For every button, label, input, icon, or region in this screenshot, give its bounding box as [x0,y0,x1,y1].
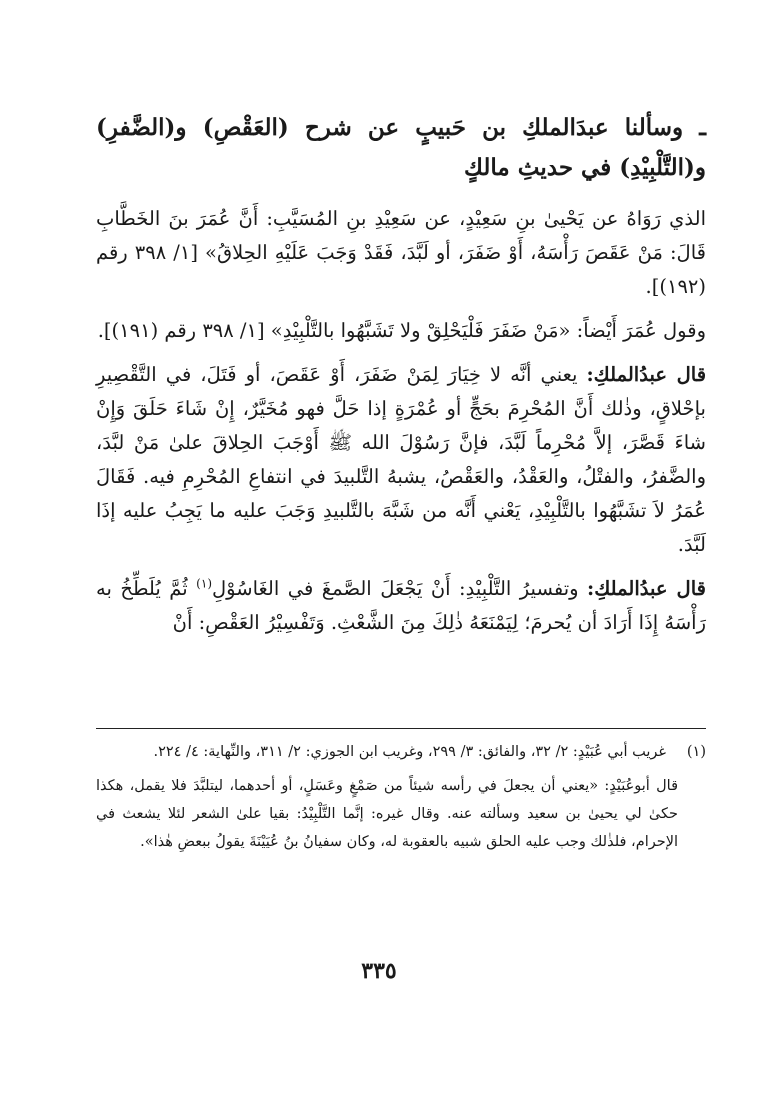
page-number: ٣٣٥ [361,958,397,984]
paragraph-4-body-start: وتفسيرُ التَّلْبِيْدِ: أَنْ يَجْعَلَ الصَّمغَ في الغَاسُوْلِ [212,577,579,600]
paragraph-2: وقول عُمَرَ أَيْضاً: «مَنْ ضَفَرَ فَلْيَحْلِقْ ولا تَشَبَّهُوا بالتَّلْبِيْدِ» [١/ ٣٩٨ رقم (١٩١)]. [97,319,706,342]
paragraph-4-body-end: ثُمَّ يُلَطِّخُ به رَأْسَهُ إِذَا أَرَادَ أن يُحرمَ؛ لِيَمْنَعَهُ ذٰلِكَ مِنَ الشَّعْثِ. وَتَفْسِيْرُ العَقْصِ: أَنْ [96,577,706,634]
speaker-label: قال عبدُالملكِ: [586,363,707,386]
main-text [96,108,706,640]
paragraph-4 [96,572,706,640]
footnote-divider [96,728,706,729]
footnote-quote: قال أبوعُبَيْدٍ: «يعني أن يجعلَ في رأسه شيئاً من صَمْغٍ وعَسَلٍ، أو أحدهما، ليتلبَّدَ فلا يقمل، هكذا حكىٰ لي يحيىٰ بن سعيد وسألته عنه. وقال غيره: إنَّما التَّلْبِيْدُ: بقيا علىٰ الشعر لئلا يشعث في الإحرام، فلذٰلك وجب عليه الحلق شبيه بالعقوبة له، وكان سفيانُ بنُ عُيَيْنَةَ يقولُ ببعضِ هٰذا». [96,778,678,850]
footnote-1 [96,738,706,766]
speaker-label: قال عبدُالملكِ: [587,577,706,600]
section-heading: ـ وسألنا عبدَالملكِ بن حَبيبٍ عن شرح (العَقْصِ) و(الضَّفرِ) و(التَّلْبِيْدِ) في حديثِ مالكٍ [96,114,706,181]
footnotes [96,738,706,856]
footnote-number: (١) [686,744,706,760]
footnote-marker: (١) [196,576,212,591]
footnote-sources: غريب أبي عُبَيْدٍ: ٢/ ٣٢، والفائق: ٣/ ٢٩٩، وغريب ابن الجوزي: ٢/ ٣١١، والنِّهاية: ٤/ ٢٢٤. [153,744,666,760]
paragraph-3-body: يعني أنَّه لا خِيَارَ لِمَنْ ضَفَرَ، أَوْ عَقَصَ، أو فَتَلَ، في التَّقْصِيرِ بإحْلاقٍ، وذٰلك أَنَّ المُحْرِمَ بحَجٍّ أو عُمْرَةٍ إذا حَلَّ فهو مُخَيَّرٌ، إِنْ شَاءَ حَلَقَ وَإِنْ شاءَ قَصَّرَ، إلاَّ مُحْرِماً لَبَّدَ، فإنَّ رَسُوْلَ الله ﷺ أَوْجَبَ الحِلاقَ علىٰ مَنْ لبَّدَ، والضَّفرُ، والفتْلُ، والعَقْدُ، والعَقْصُ، يشبهُ التَّلبيدَ في انتفاعِ المُحْرِمِ فيه. فَقَالَ عُمَرُ لاَ تشَبَّهُوا بالتَّلْبِيْدِ، يَعْني أَنَّه من شَبَّهَ بالتَّلبيدِ وَجَبَ عليه ما يَجِبُ عليه إذَا لَبَّدَ. [96,363,706,556]
paragraph-1: الذي رَوَاهُ عن يَحْيىٰ بنِ سَعِيْدٍ، عن سَعِيْدِ بنِ المُسَيَّبِ: أَنَّ عُمَرَ بنَ الخَطَّابِ قَالَ: مَنْ عَقَصَ رَأْسَهُ، أَوْ ضَفَرَ، أو لَبَّدَ، فَقَدْ وَجَبَ عَلَيْهِ الحِلاقُ» [١/ ٣٩٨ رقم (١٩٢)]. [96,207,706,298]
paragraph-3 [96,358,706,562]
